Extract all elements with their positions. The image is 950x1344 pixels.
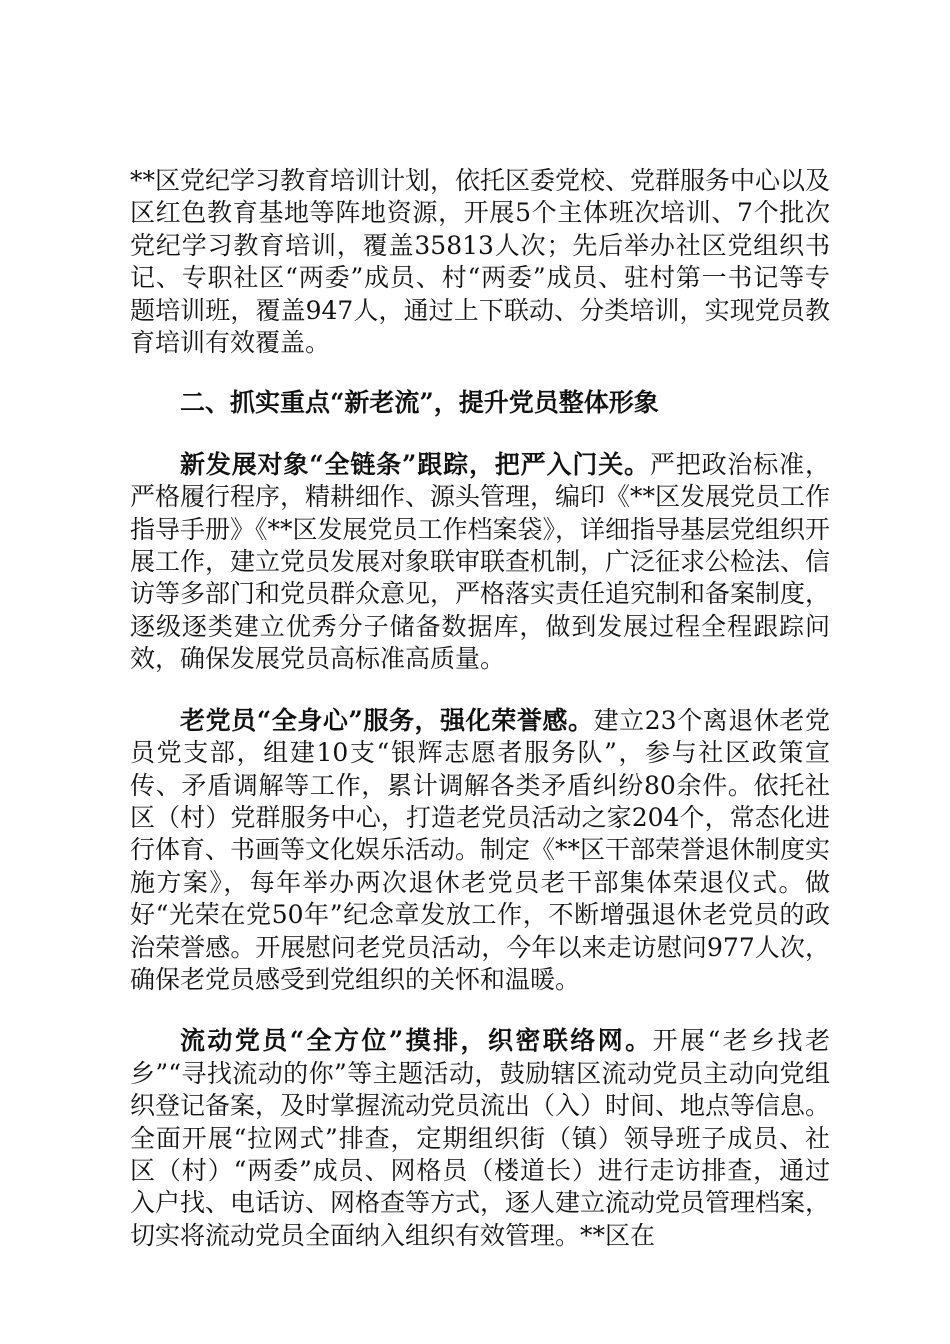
paragraph-lead-mobile-members: 流动党员“全方位”摸排，织密联络网。 xyxy=(180,1026,653,1056)
section-heading: 二、抓实重点“新老流”，提升党员整体形象 xyxy=(180,388,659,418)
document-page xyxy=(130,165,830,1252)
paragraph-body-mobile-members: 开展“老乡找老乡”“寻找流动的你”等主题活动，鼓励辖区流动党员主动向党组织登记备案，及时掌握流动党员流出（入）时间、地点等信息。全面开展“拉网式”排查，定期组织街（镇）领导班子成员、社区（村）“两委”成员、网格员（楼道长）进行走访排查，通过入户找、电话访、网格查等方式，逐人建立流动党员管理档案，切实将流动党员全面纳入组织有效管理。**区在 xyxy=(130,1026,831,1250)
paragraph-new-members xyxy=(130,449,830,676)
paragraph-lead-old-members: 老党员“全身心”服务，强化荣誉感。 xyxy=(180,705,594,735)
paragraph-lead-new-members: 新发展对象“全链条”跟踪，把严入门关。 xyxy=(180,449,650,479)
paragraph-mobile-members xyxy=(130,1025,830,1252)
paragraph-body-old-members: 建立23个离退休老党员党支部，组建10支“银辉志愿者服务队”，参与社区政策宣传、矛盾调解等工作，累计调解各类矛盾纠纷80余件。依托社区（村）党群服务中心，打造老党员活动之家204个，常态化进行体育、书画等文化娱乐活动。制定《**区干部荣誉退休制度实施方案》，每年举办两次退休老党员老干部集体荣退仪式。做好“光荣在党50年”纪念章发放工作，不断增强退休老党员的政治荣誉感。开展慰问老党员活动，今年以来走访慰问977人次，确保老党员感受到党组织的关怀和温暖。 xyxy=(130,705,831,994)
paragraph-body-new-members: 严把政治标准，严格履行程序，精耕细作、源头管理，编印《**区发展党员工作指导手册》《**区发展党员工作档案袋》，详细指导基层党组织开展工作，建立党员发展对象联审联查机制，广泛征求公检法、信访等多部门和党员群众意见，严格落实责任追究制和备案制度，逐级逐类建立优秀分子储备数据库，做到发展过程全程跟踪问效，确保发展党员高标准高质量。 xyxy=(130,449,831,674)
paragraph-old-members xyxy=(130,705,830,997)
paragraph-training-coverage: **区党纪学习教育培训计划，依托区委党校、党群服务中心以及区红色教育基地等阵地资源，开展5个主体班次培训、7个批次党纪学习教育培训，覆盖35813人次；先后举办社区党组织书记、专职社区“两委”成员、村“两委”成员、驻村第一书记等专题培训班，覆盖947人，通过上下联动、分类培训，实现党员教育培训有效覆盖。 xyxy=(130,166,831,358)
